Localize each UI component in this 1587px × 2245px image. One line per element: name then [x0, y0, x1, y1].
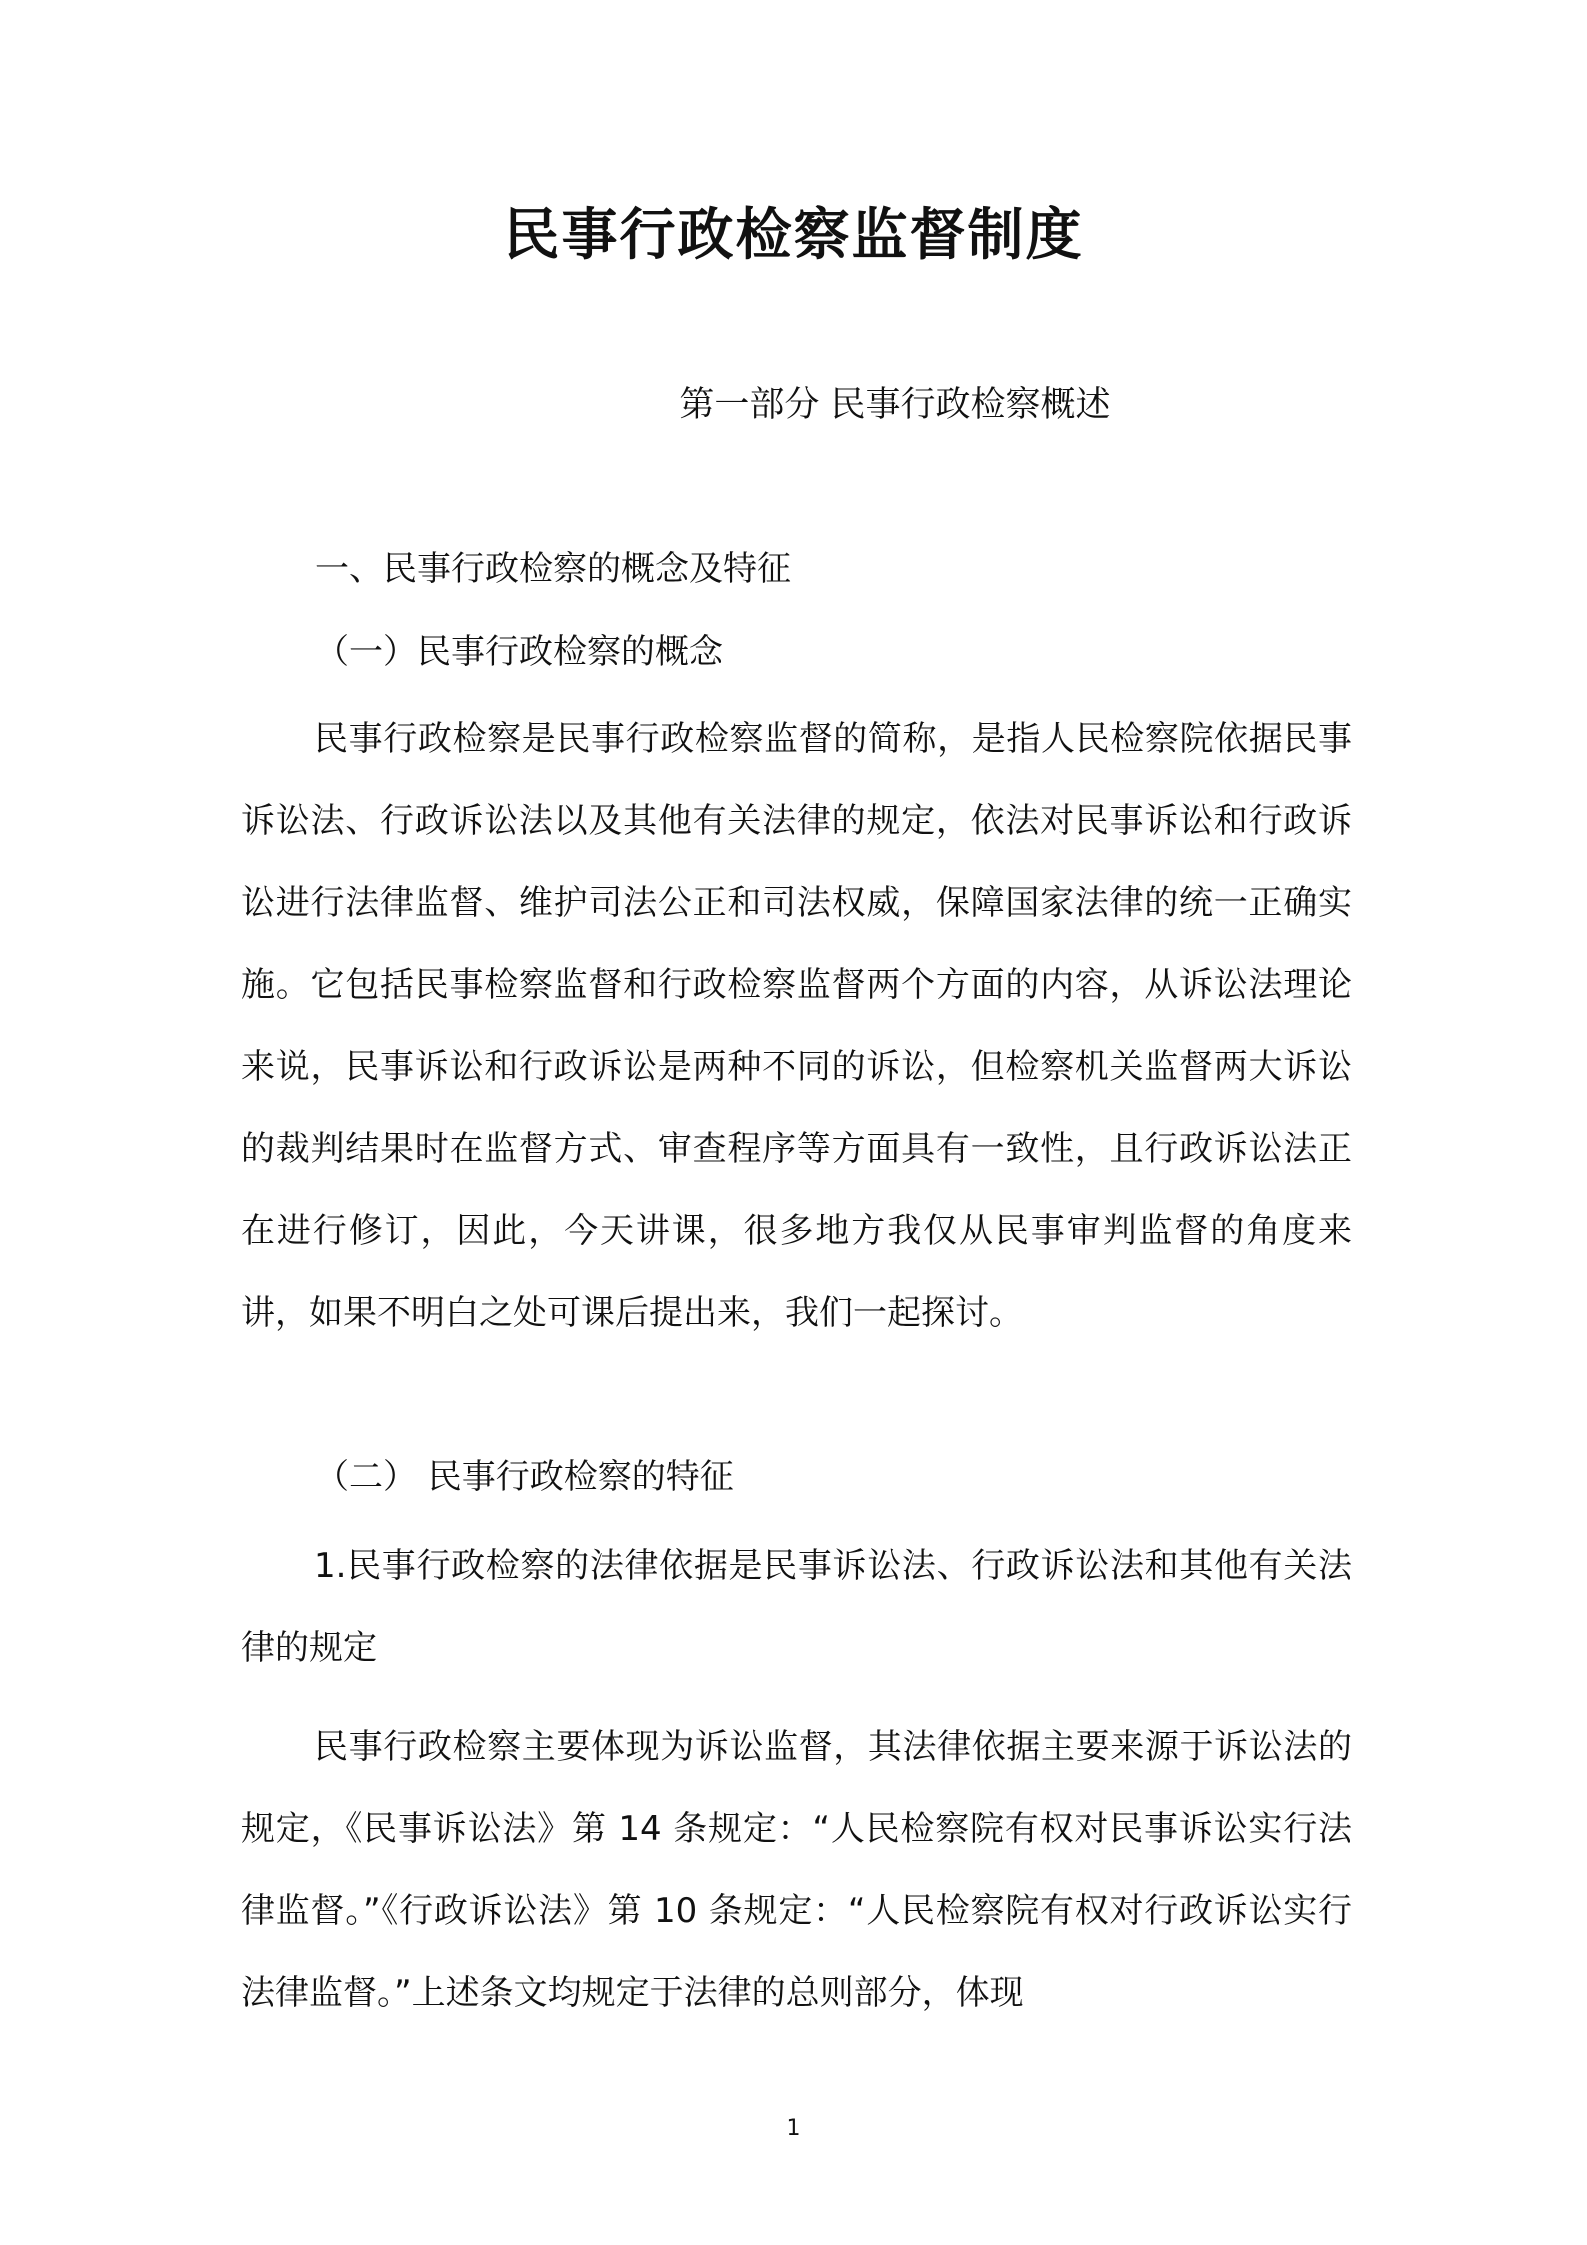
subsection-heading-features: （二） 民事行政检察的特征: [315, 1457, 734, 1497]
subsection-heading-concept: （一）民事行政检察的概念: [315, 632, 723, 672]
section-heading: 一、民事行政检察的概念及特征: [315, 549, 791, 589]
page-number: 1: [786, 2116, 801, 2141]
paragraph-concept: 民事行政检察是民事行政检察监督的简称，是指人民检察院依据民事诉讼法、行政诉讼法以及其他有关法律的规定，依法对民事诉讼和行政诉讼进行法律监督、维护司法公正和司法权威，保障国家法律的统一正确实施。它包括民事检察监督和行政检察监督两个方面的内容，从诉讼法理论来说，民事诉讼和行政诉讼是两种不同的诉讼，但检察机关监督两大诉讼的裁判结果时在监督方式、审查程序等方面具有一致性，且行政诉讼法正在进行修订，因此，今天讲课，很多地方我仅从民事审判监督的角度来讲，如果不明白之处可课后提出来，我们一起探讨。: [241, 719, 1352, 1333]
document-title: 民事行政检察监督制度: [503, 203, 1084, 268]
paragraph-litigation-supervision: 民事行政检察主要体现为诉讼监督，其法律依据主要来源于诉讼法的规定，《民事诉讼法》第 14 条规定：“人民检察院有权对民事诉讼实行法律监督。”《行政诉讼法》第 10 条规定：“人民检察院有权对行政诉讼实行法律监督。”上述条文均规定于法律的总则部分，体现: [241, 1727, 1352, 2013]
part-title: 第一部分 民事行政检察概述: [679, 385, 1111, 425]
paragraph-legal-basis: 1.民事行政检察的法律依据是民事诉讼法、行政诉讼法和其他有关法律的规定: [241, 1546, 1352, 1668]
